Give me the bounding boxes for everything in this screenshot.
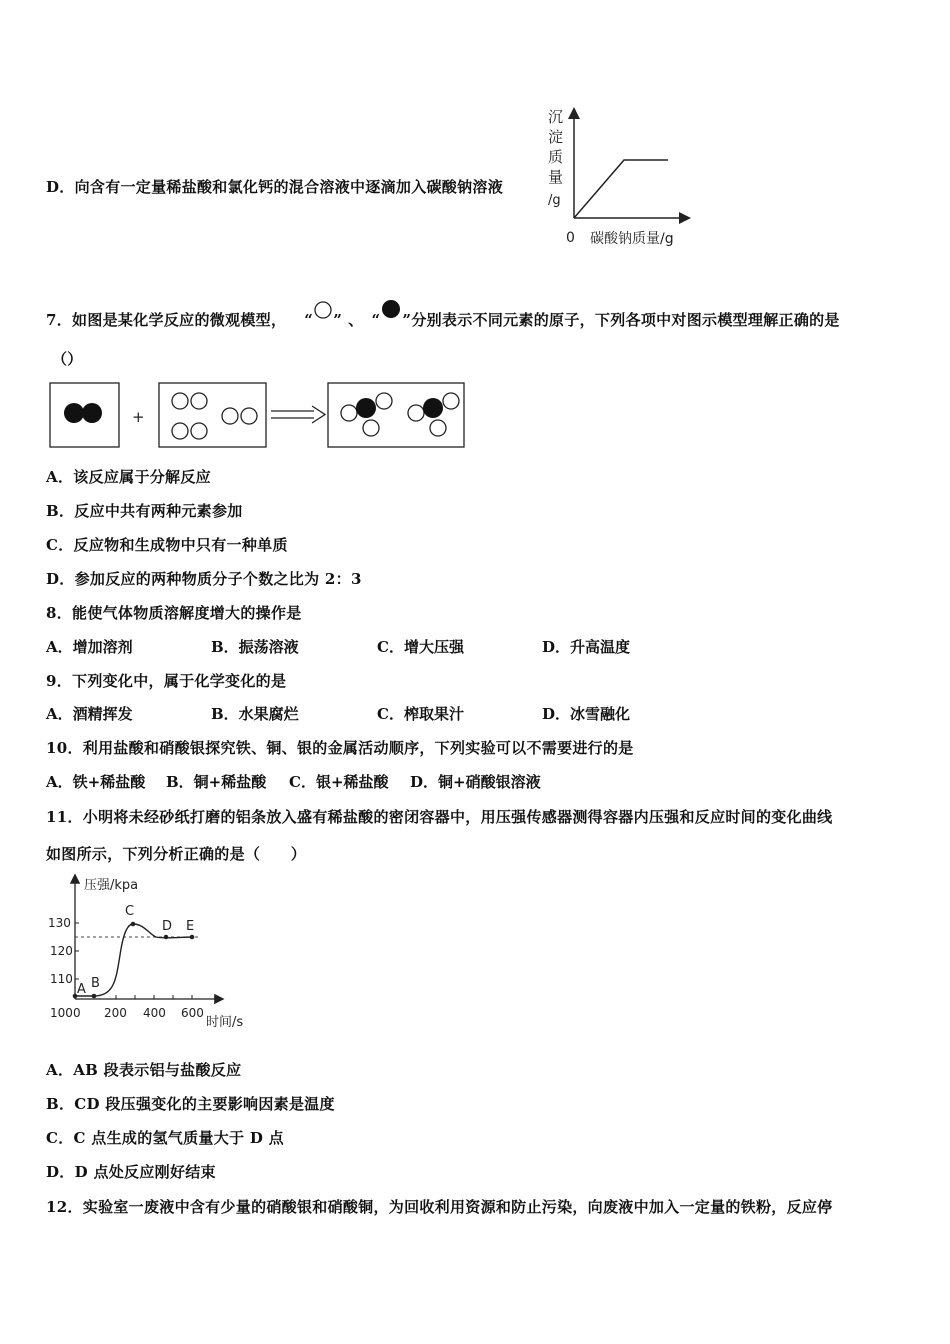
plus-sign: + <box>132 408 145 426</box>
q7-text-end: 分别表示不同元素的原子，下列各项中对图示模型理解正确的是 <box>411 311 840 329</box>
q7-quote-close: ” <box>402 311 412 329</box>
q11-chart <box>44 870 264 1035</box>
q7-quote-open: “ <box>371 311 381 329</box>
q11-label-a: A <box>77 982 86 997</box>
q9-option-d: D．冰雪融化 <box>542 705 631 723</box>
q7-paren: （） <box>52 350 83 368</box>
q10-option-a: A．铁+稀盐酸 <box>46 773 146 791</box>
q11-x-tick: 600 <box>181 1006 204 1020</box>
q11-y-tick: 130 <box>48 916 71 930</box>
q11-ylabel: 压强/kpa <box>84 878 139 893</box>
q6-chart <box>540 100 700 252</box>
q11-point-d <box>164 935 169 940</box>
q7-quote-open: “ <box>304 311 314 329</box>
q8-option-a: A．增加溶剂 <box>46 638 133 656</box>
white-atom-icon <box>313 301 333 319</box>
q8-option-b: B．振荡溶液 <box>211 638 299 656</box>
q11-y-tick: 110 <box>50 972 73 986</box>
q7-separator: 、 <box>348 311 364 329</box>
q11-option-b: B．CD 段压强变化的主要影响因素是温度 <box>46 1095 335 1113</box>
q11-x-tick: 0 <box>73 1006 81 1020</box>
q6-ylabel-char: 量 <box>548 168 564 186</box>
q11-point-b <box>92 994 97 999</box>
q7-option-b: B．反应中共有两种元素参加 <box>46 502 243 520</box>
q7-option-c: C．反应物和生成物中只有一种单质 <box>46 536 288 554</box>
q11-option-c: C．C 点生成的氢气质量大于 D 点 <box>46 1129 284 1147</box>
q6-ylabel-char: /g <box>548 193 561 208</box>
q11-xlabel: 时间/s <box>206 1015 244 1030</box>
q11-y-tick: 120 <box>50 944 73 958</box>
q11-label-e: E <box>186 919 195 934</box>
q11-x-tick: 200 <box>104 1006 127 1020</box>
q8-option-d: D．升高温度 <box>542 638 631 656</box>
q9-option-a: A．酒精挥发 <box>46 705 133 723</box>
q6-origin: 0 <box>566 230 575 246</box>
q7-reaction-diagram <box>48 380 470 450</box>
q12-stem: 12．实验室一废液中含有少量的硝酸银和硝酸铜，为回收利用资源和防止污染，向废液中加入一定量的铁粉，反应停 <box>46 1198 833 1216</box>
q6-curve <box>574 160 668 218</box>
q11-label-b: B <box>91 976 100 991</box>
q7-text-start: 7．如图是某化学反应的微观模型， <box>46 311 287 329</box>
q6-ylabel-char: 沉 <box>548 108 564 126</box>
q10-option-c: C．银+稀盐酸 <box>289 773 389 791</box>
q11-option-d: D．D 点处反应刚好结束 <box>46 1163 216 1181</box>
q7-quote-close: ” <box>333 311 343 329</box>
reaction-arrow-icon <box>271 406 325 423</box>
q11-x-ticks <box>73 1006 204 1020</box>
q11-stem-line1: 11．小明将未经砂纸打磨的铝条放入盛有稀盐酸的密闭容器中，用压强传感器测得容器内压强和反应时间的变化曲线 <box>46 808 833 826</box>
q9-stem: 9．下列变化中，属于化学变化的是 <box>46 672 287 690</box>
q11-x-tick: 400 <box>143 1006 166 1020</box>
q11-y-ticks <box>48 916 73 1020</box>
q6-ylabel-char: 质 <box>548 148 564 166</box>
q6-ylabel-char: 淀 <box>548 128 564 146</box>
q11-y-tick: 100 <box>50 1006 73 1020</box>
q9-option-b: B．水果腐烂 <box>211 705 299 723</box>
q10-option-d: D．铜+硝酸银溶液 <box>410 773 541 791</box>
q8-stem: 8．能使气体物质溶解度增大的操作是 <box>46 604 302 622</box>
q7-stem <box>46 299 840 330</box>
q11-option-a: A．AB 段表示铝与盐酸反应 <box>46 1061 242 1079</box>
black-atom-icon <box>380 299 402 319</box>
q11-point-e <box>190 935 195 940</box>
q10-option-b: B．铜+稀盐酸 <box>166 773 267 791</box>
q11-stem-line2: 如图所示，下列分析正确的是（ ） <box>46 845 307 863</box>
q9-option-c: C．榨取果汁 <box>377 705 464 723</box>
q6-option-d: D．向含有一定量稀盐酸和氯化钙的混合溶液中逐滴加入碳酸钠溶液 <box>46 178 504 196</box>
q11-point-c <box>131 922 136 927</box>
q6-xlabel: 碳酸钠质量/g <box>590 231 674 247</box>
q8-option-c: C．增大压强 <box>377 638 464 656</box>
q10-stem: 10．利用盐酸和硝酸银探究铁、铜、银的金属活动顺序，下列实验可以不需要进行的是 <box>46 739 634 757</box>
q6-ylabel <box>548 108 563 208</box>
q7-option-d: D．参加反应的两种物质分子个数之比为 2：3 <box>46 570 362 588</box>
q7-option-a: A．该反应属于分解反应 <box>46 468 211 486</box>
q11-label-d: D <box>162 919 173 934</box>
q11-label-c: C <box>125 904 135 919</box>
